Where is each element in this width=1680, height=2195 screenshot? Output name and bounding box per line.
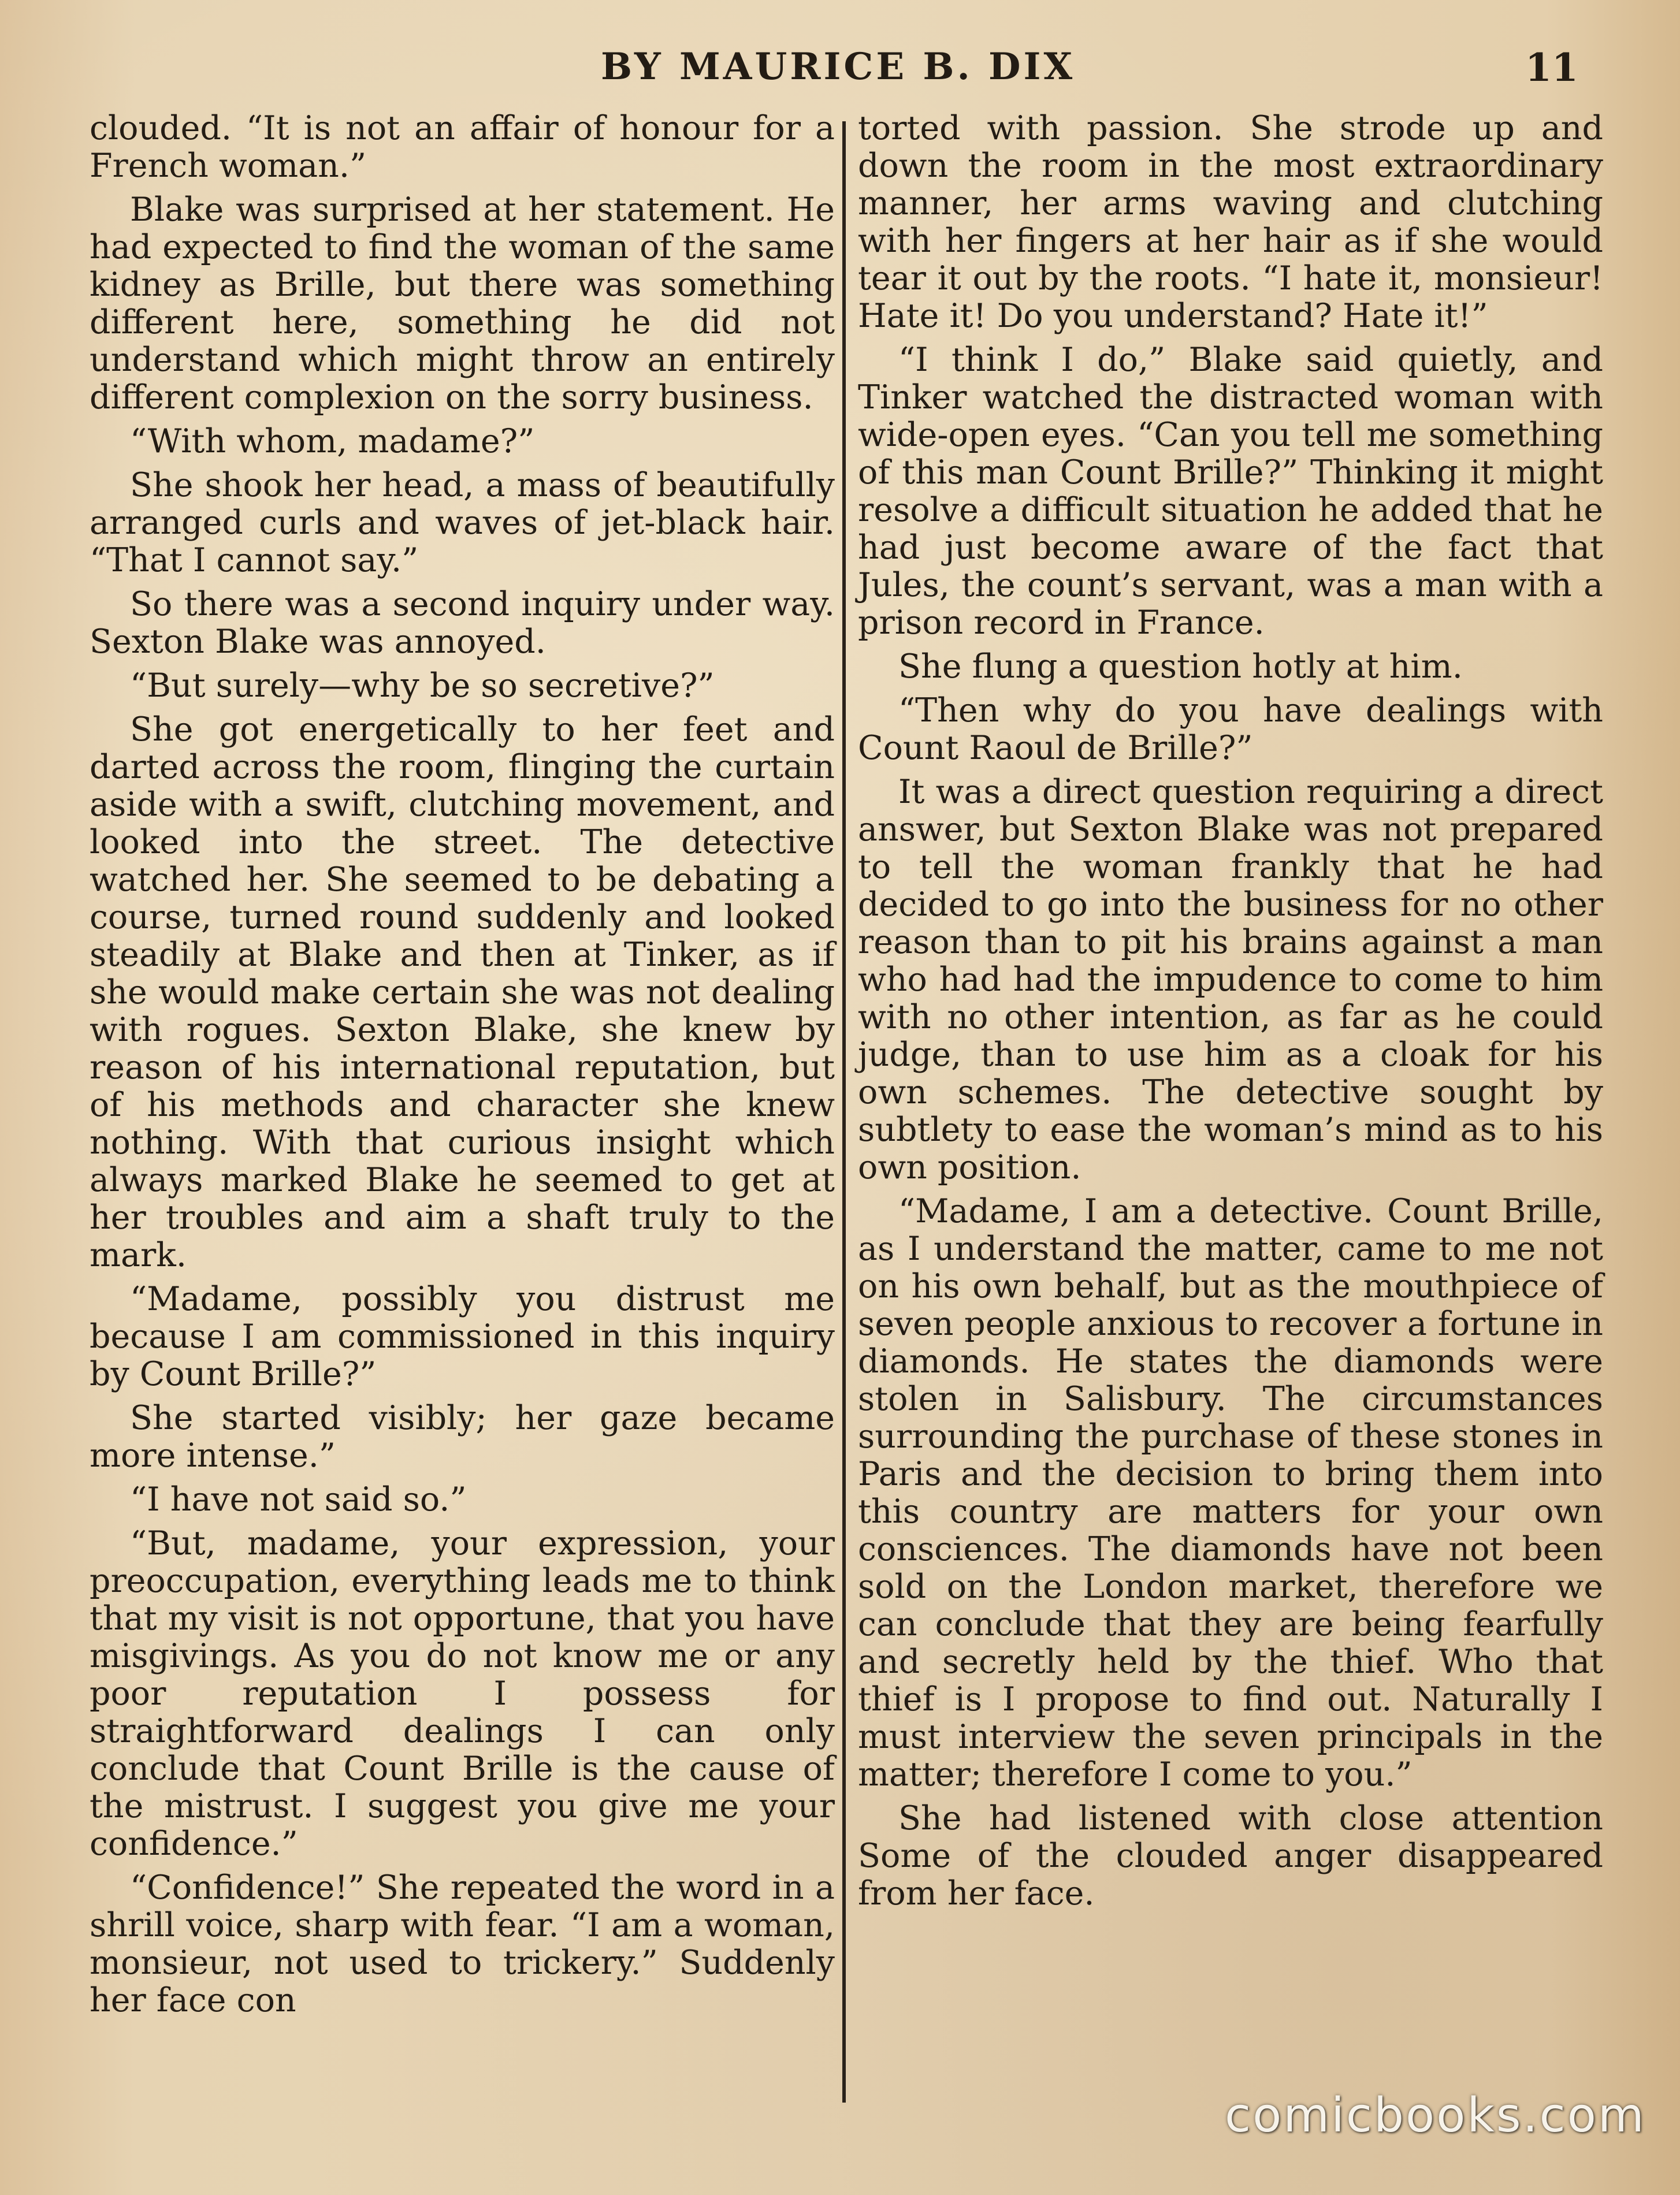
right-column (858, 110, 1603, 1919)
paragraph: “Then why do you have dealings with Count Raoul de Brille?” (858, 691, 1603, 767)
paragraph: “But surely—why be so secretive?” (130, 667, 715, 705)
column-divider (842, 121, 846, 2103)
paragraph: “Confidence!” She repeated the word in a shrill voice, sharp with fear. “I am a woman, monsieur, not used to trickery.” Suddenly her face con (90, 1869, 835, 2019)
paragraph: “But, madame, your expression, your preoccupation, everything leads me to think that my visit is not opportune, that you have misgivings. As you do not know me or any poor reputation I possess for straightforward dealings I can only conclude that Count Brille is the cause of the mistrust. I suggest you give me your confidence.” (90, 1524, 835, 1863)
page-number: 11 (1525, 45, 1578, 90)
paragraph: She started visibly; her gaze became more intense.” (90, 1399, 835, 1475)
paragraph: She shook her head, a mass of beautifully arranged curls and waves of jet-black hair. “That I cannot say.” (90, 466, 835, 579)
paragraph: “Madame, I am a detective. Count Brille, as I understand the matter, came to me not on his own behalf, but as the mouthpiece of seven people anxious to recover a fortune in diamonds. He states the diamonds were stolen in Salisbury. The circumstances surrounding the purchase of these stones in Paris and the decision to bring them into this country are matters for your own consciences. The diamonds have not been sold on the London market, therefore we can conclude that they are being fearfully and secretly held by the thief. Who that thief is I propose to find out. Naturally I must interview the seven principals in the matter; therefore I come to you.” (858, 1192, 1603, 1794)
left-column (90, 110, 835, 2026)
watermark: comicbooks.com (1225, 2088, 1646, 2143)
paragraph: “I think I do,” Blake said quietly, and Tinker watched the distracted woman with wide-open eyes. “Can you tell me something of this man Count Brille?” Thinking it might resolve a difficult situation he added that he had just become aware of the fact that Jules, the count’s servant, was a man with a prison record in France. (858, 341, 1603, 642)
paragraph: She got energetically to her feet and darted across the room, flinging the curtain aside with a swift, clutching movement, and looked into the street. The detective watched her. She seemed to be debating a course, turned round suddenly and looked steadily at Blake and then at Tinker, as if she would make certain she was not dealing with rogues. Sexton Blake, she knew by reason of his international reputation, but of his methods and character she knew nothing. With that curious insight which always marked Blake he seemed to get at her troubles and aim a shaft truly to the mark. (90, 710, 835, 1274)
paragraph: torted with passion. She strode up and down the room in the most extraordinary manner, her arms waving and clutching with her fingers at her hair as if she would tear it out by the roots. “I hate it, monsieur! Hate it! Do you understand? Hate it!” (858, 109, 1603, 335)
running-head: BY MAURICE B. DIX (601, 45, 1076, 88)
paragraph: It was a direct question requiring a direct answer, but Sexton Blake was not prepared to tell the woman frankly that he had decided to go into the business for no other reason than to pit his brains against a man who had had the impudence to come to him with no other intention, as far as he could judge, than to use him as a cloak for his own schemes. The detective sought by subtlety to ease the woman’s mind as to his own position. (858, 773, 1603, 1186)
paragraph: She had listened with close attention Some of the clouded anger disappeared from her face. (858, 1799, 1603, 1913)
paragraph: “I have not said so.” (130, 1480, 467, 1519)
paragraph: clouded. “It is not an affair of honour for a French woman.” (90, 109, 835, 185)
paragraph: “Madame, possibly you distrust me because I am commissioned in this inquiry by Count Brille?” (90, 1280, 835, 1393)
paragraph: So there was a second inquiry under way. Sexton Blake was annoyed. (90, 585, 835, 661)
paragraph: “With whom, madame?” (130, 422, 535, 460)
paragraph: Blake was surprised at her statement. He had expected to find the woman of the same kidney as Brille, but there was something different here, something he did not understand which might throw an entirely different complexion on the sorry business. (90, 191, 835, 416)
page-header (0, 39, 1680, 91)
paragraph: She flung a question hotly at him. (898, 648, 1463, 686)
